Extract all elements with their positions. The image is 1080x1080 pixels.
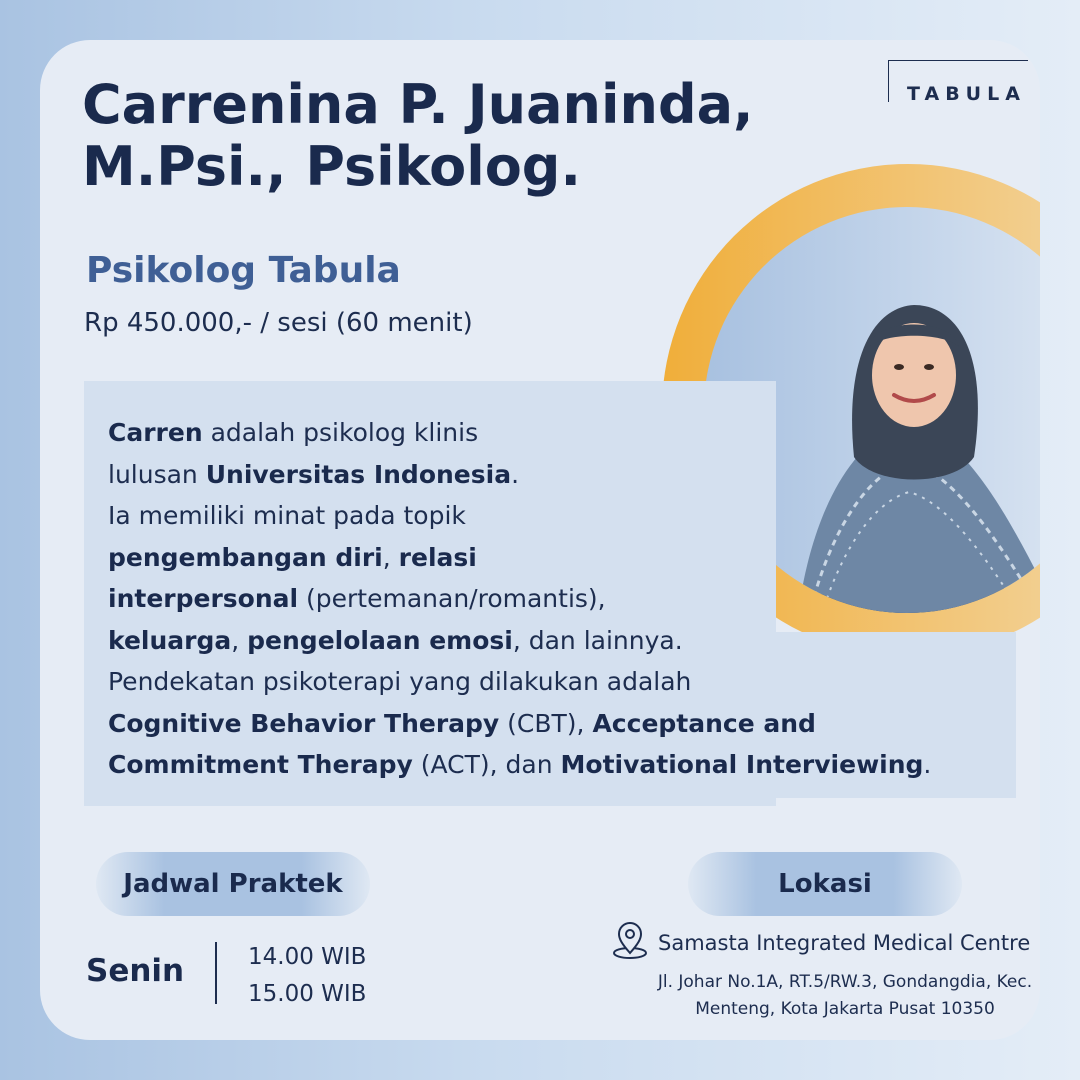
location-name: Samasta Integrated Medical Centre: [658, 931, 1031, 955]
bio-text: .: [511, 459, 520, 489]
schedule-times: [248, 939, 366, 1013]
bio-text: Pendekatan psikoterapi yang dilakukan adalah: [108, 667, 692, 696]
bio-topic: pengelolaan emosi: [247, 625, 513, 655]
bio-therapy: Cognitive Behavior Therapy: [108, 708, 500, 738]
schedule-time: 15.00 WIB: [248, 981, 367, 1007]
address-line-1: Jl. Johar No.1A, RT.5/RW.3, Gondangdia, Kec.: [657, 972, 1033, 992]
bio-text: .: [923, 750, 932, 779]
bio-text: (CBT),: [499, 708, 593, 738]
bio-topic: relasi: [398, 542, 477, 572]
role-title: Psikolog Tabula: [86, 250, 401, 291]
bio-topic: pengembangan diri: [108, 542, 383, 572]
bio-topic: keluarga: [108, 625, 232, 655]
name-line-2: M.Psi., Psikolog.: [82, 135, 581, 198]
schedule-day: Senin: [86, 953, 185, 989]
bio-text: ,: [382, 542, 399, 572]
bio-name: Carren: [108, 418, 203, 447]
name-line-1: Carrenina P. Juaninda,: [82, 73, 754, 136]
bio-university: Universitas Indonesia: [205, 459, 512, 489]
bio-text: , dan lainnya.: [512, 625, 683, 655]
brand-name: TABULA: [907, 83, 1026, 105]
bio-text: Ia memiliki minat pada topik: [108, 501, 466, 530]
schedule-divider: [215, 942, 217, 1004]
bio-text: (pertemanan/romantis),: [298, 584, 606, 613]
address-line-2: Menteng, Kota Jakarta Pusat 10350: [695, 999, 995, 1019]
bio-description: [108, 412, 1008, 786]
bio-text: lulusan: [108, 459, 206, 489]
bio-therapy: Motivational Interviewing: [560, 750, 924, 779]
location-heading-pill: Lokasi: [688, 852, 962, 916]
location-pin-icon: [610, 920, 650, 960]
bio-text: ,: [231, 625, 248, 655]
session-price: Rp 450.000,- / sesi (60 menit): [84, 308, 473, 338]
location-address: [630, 969, 1040, 1023]
bio-topic: interpersonal: [108, 584, 299, 613]
bio-therapy: Commitment Therapy: [108, 750, 413, 779]
profile-card: [40, 40, 1040, 1040]
psychologist-name: [82, 74, 842, 198]
bio-text: adalah psikolog klinis: [202, 418, 479, 447]
schedule-time: 14.00 WIB: [248, 944, 367, 970]
schedule-heading-pill: Jadwal Praktek: [96, 852, 370, 916]
bio-text: (ACT), dan: [412, 750, 561, 779]
bio-therapy: Acceptance and: [592, 708, 816, 738]
brand-logo: [888, 60, 1028, 105]
